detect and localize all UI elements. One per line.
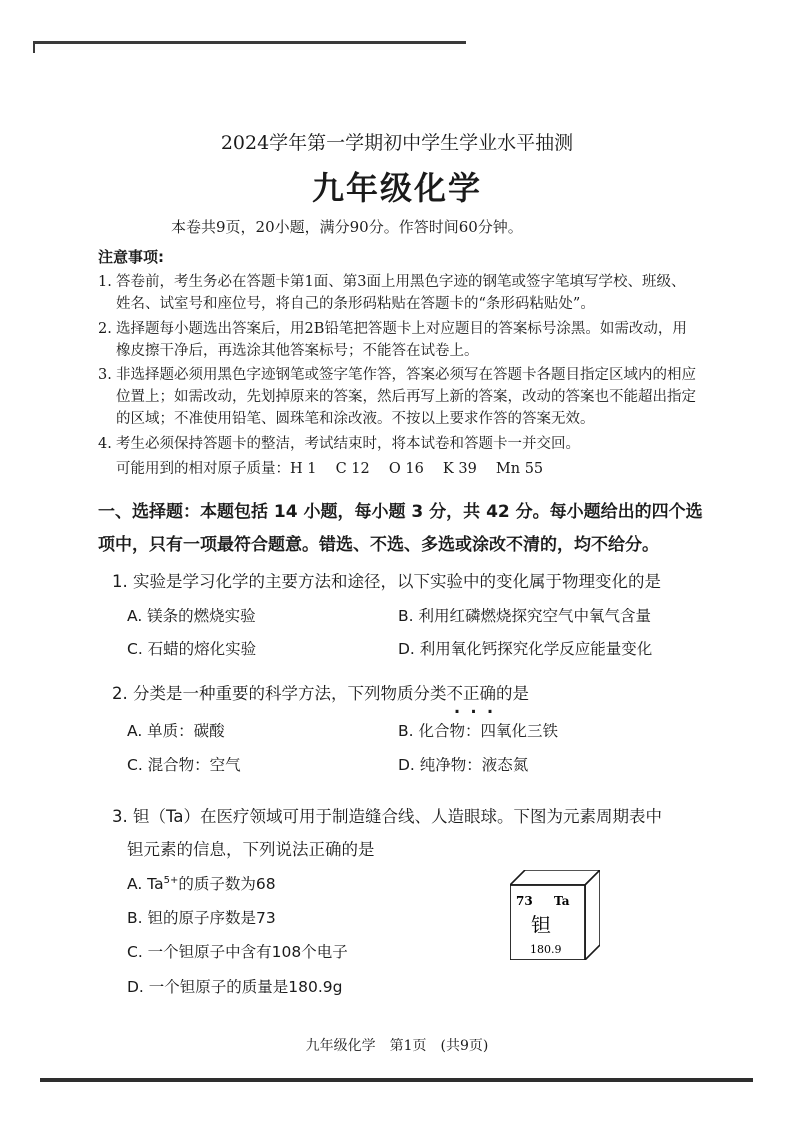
section-heading: 一、选择题：本题包括 14 小题，每小题 3 分，共 42 分。每小题给出的四个选项中，只有一项最符合题意。错选、不选、多选或涂改不清的，均不给分。	[98, 502, 703, 555]
exam-title: 九年级化学	[311, 169, 482, 207]
note-item	[98, 433, 698, 455]
q3-option-a-charge: 5+	[163, 874, 179, 886]
page-footer: 九年级化学 第1页 (共9页)	[305, 1038, 489, 1054]
q2-option-c: C. 混合物：空气	[127, 756, 241, 774]
q1-option-b: B. 利用红磷燃烧探究空气中氧气含量	[398, 607, 651, 625]
element-name: 钽	[531, 913, 551, 937]
notes-heading: 注意事项:	[98, 248, 164, 266]
top-border-line	[33, 41, 466, 44]
q2-stem-end: 的是	[496, 684, 529, 703]
note-number: 1.	[98, 274, 112, 290]
q3-option-c: C. 一个钽原子中含有108个电子	[127, 943, 348, 961]
note-item	[98, 318, 698, 362]
question-3-stem-line2: 钽元素的信息，下列说法正确的是	[127, 840, 375, 859]
note-number: 3.	[98, 367, 112, 383]
q3-option-b: B. 钽的原子序数是73	[127, 909, 276, 927]
exam-info: 本卷共9页，20小题，满分90分。作答时间60分钟。	[171, 218, 523, 236]
element-symbol: Ta	[554, 894, 570, 908]
bottom-border-line	[40, 1078, 753, 1082]
note-text: 答卷前，考生务必在答题卡第1面、第3面上用黑色字迹的钢笔或签字笔填写学校、班级、姓名、试室号和座位号，将自己的条形码粘贴在答题卡的“条形码粘贴处”。	[116, 274, 686, 312]
atomic-masses: 可能用到的相对原子质量：H 1 C 12 O 16 K 39 Mn 55	[116, 461, 544, 477]
note-item	[98, 271, 698, 315]
note-number: 2.	[98, 321, 112, 337]
atomic-mass: 180.9	[530, 943, 562, 956]
q3-option-d: D. 一个钽原子的质量是180.9g	[127, 978, 343, 996]
top-border-tick	[33, 41, 35, 53]
note-item	[98, 364, 698, 430]
note-number: 4.	[98, 436, 112, 452]
note-text: 选择题每小题选出答案后，用2B铅笔把答题卡上对应题目的答案标号涂黑。如需改动，用橡皮擦干净后，再选涂其他答案标号；不能答在试卷上。	[116, 321, 687, 359]
q2-stem-start: 2. 分类是一种重要的科学方法，下列物质分类	[112, 684, 447, 703]
q1-option-c: C. 石蜡的熔化实验	[127, 640, 257, 658]
tile-side-face	[585, 870, 600, 960]
q1-option-a: A. 镁条的燃烧实验	[127, 607, 256, 625]
q1-option-d: D. 利用氧化钙探究化学反应能量变化	[398, 640, 653, 658]
emphasis-char: 不	[446, 684, 463, 703]
note-text: 非选择题必须用黑色字迹钢笔或签字笔作答，答案必须写在答题卡各题目指定区域内的相应位置上；如需改动，先划掉原来的答案，然后再写上新的答案，改动的答案也不能超出指定的区域；不准使用铅笔、圆珠笔和涂改液。不按以上要求作答的答案无效。	[116, 367, 696, 427]
exam-name: 2024学年第一学期初中学生学业水平抽测	[220, 132, 574, 154]
emphasis-char: 确	[479, 684, 496, 703]
q2-option-a: A. 单质：碳酸	[127, 722, 225, 740]
emphasis-char: 正	[463, 684, 480, 703]
q3-option-a-start: A. Ta	[127, 875, 164, 893]
q2-option-b: B. 化合物：四氧化三铁	[398, 722, 558, 740]
element-tile-tantalum	[510, 870, 600, 960]
atomic-number: 73	[516, 894, 533, 908]
q2-option-d: D. 纯净物：液态氮	[398, 756, 529, 774]
question-3-stem-line1: 3. 钽（Ta）在医疗领域可用于制造缝合线、人造眼球。下图为元素周期表中	[112, 807, 662, 826]
question-2-stem	[112, 680, 529, 704]
note-text: 考生必须保持答题卡的整洁，考试结束时，将本试卷和答题卡一并交回。	[116, 436, 580, 452]
q3-option-a	[127, 872, 276, 894]
q3-option-a-end: 的质子数为68	[178, 875, 276, 893]
question-1-stem: 1. 实验是学习化学的主要方法和途径，以下实验中的变化属于物理变化的是	[112, 572, 661, 591]
